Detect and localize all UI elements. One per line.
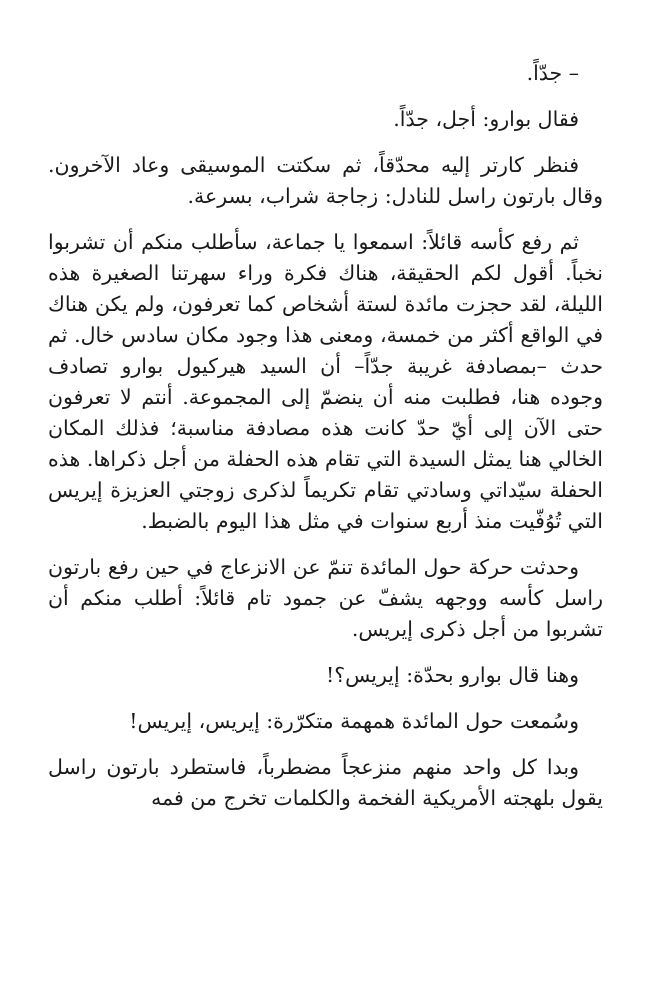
paragraph-7: وسُمعت حول المائدة همهمة متكرّرة: إيريس، إيريس! — [129, 709, 579, 733]
page-text — [48, 58, 603, 829]
paragraph-6: وهنا قال بوارو بحدّة: إيريس؟! — [326, 663, 579, 687]
paragraph-2: فقال بوارو: أجل، جدّاً. — [393, 107, 579, 131]
paragraph-5: وحدثت حركة حول المائدة تنمّ عن الانزعاج في حين رفع بارتون راسل كأسه ووجهه يشفّ عن جمود تام قائلاً: أطلب منكم أن تشربوا من أجل ذكرى إيريس. — [48, 555, 603, 641]
paragraph-4: ثم رفع كأسه قائلاً: اسمعوا يا جماعة، سأطلب منكم أن تشربوا نخباً. أقول لكم الحقيقة، هناك فكرة وراء سهرتنا الصغيرة هذه الليلة، لقد حجزت مائدة لستة أشخاص كما تعرفون، ولم يكن هناك في الواقع أكثر من خمسة، ومعنى هذا وجود مكان سادس خال. ثم حدث –بمصادفة غريبة جدّاً– أن السيد هيركيول بوارو تصادف وجوده هنا، فطلبت منه أن ينضمّ إلى المجموعة. أنتم لا تعرفون حتى الآن إلى أيّ حدّ كانت هذه مصادفة مناسبة؛ فذلك المكان الخالي هنا يمثل السيدة التي تقام هذه الحفلة من أجل ذكراها. هذه الحفلة سيّداتي وسادتي تقام تكريماً لذكرى زوجتي العزيزة إيريس التي تُوُفّيت منذ أربع سنوات في مثل هذا اليوم بالضبط. — [48, 230, 603, 533]
paragraph-1: – جدّاً. — [526, 61, 579, 85]
paragraph-8: وبدا كل واحد منهم منزعجاً مضطرباً، فاستطرد بارتون راسل يقول بلهجته الأمريكية الفخمة والكلمات تخرج من فمه — [48, 755, 603, 810]
paragraph-3: فنظر كارتر إليه محدّقاً، ثم سكتت الموسيقى وعاد الآخرون. وقال بارتون راسل للنادل: زجاجة شراب، بسرعة. — [48, 153, 603, 208]
